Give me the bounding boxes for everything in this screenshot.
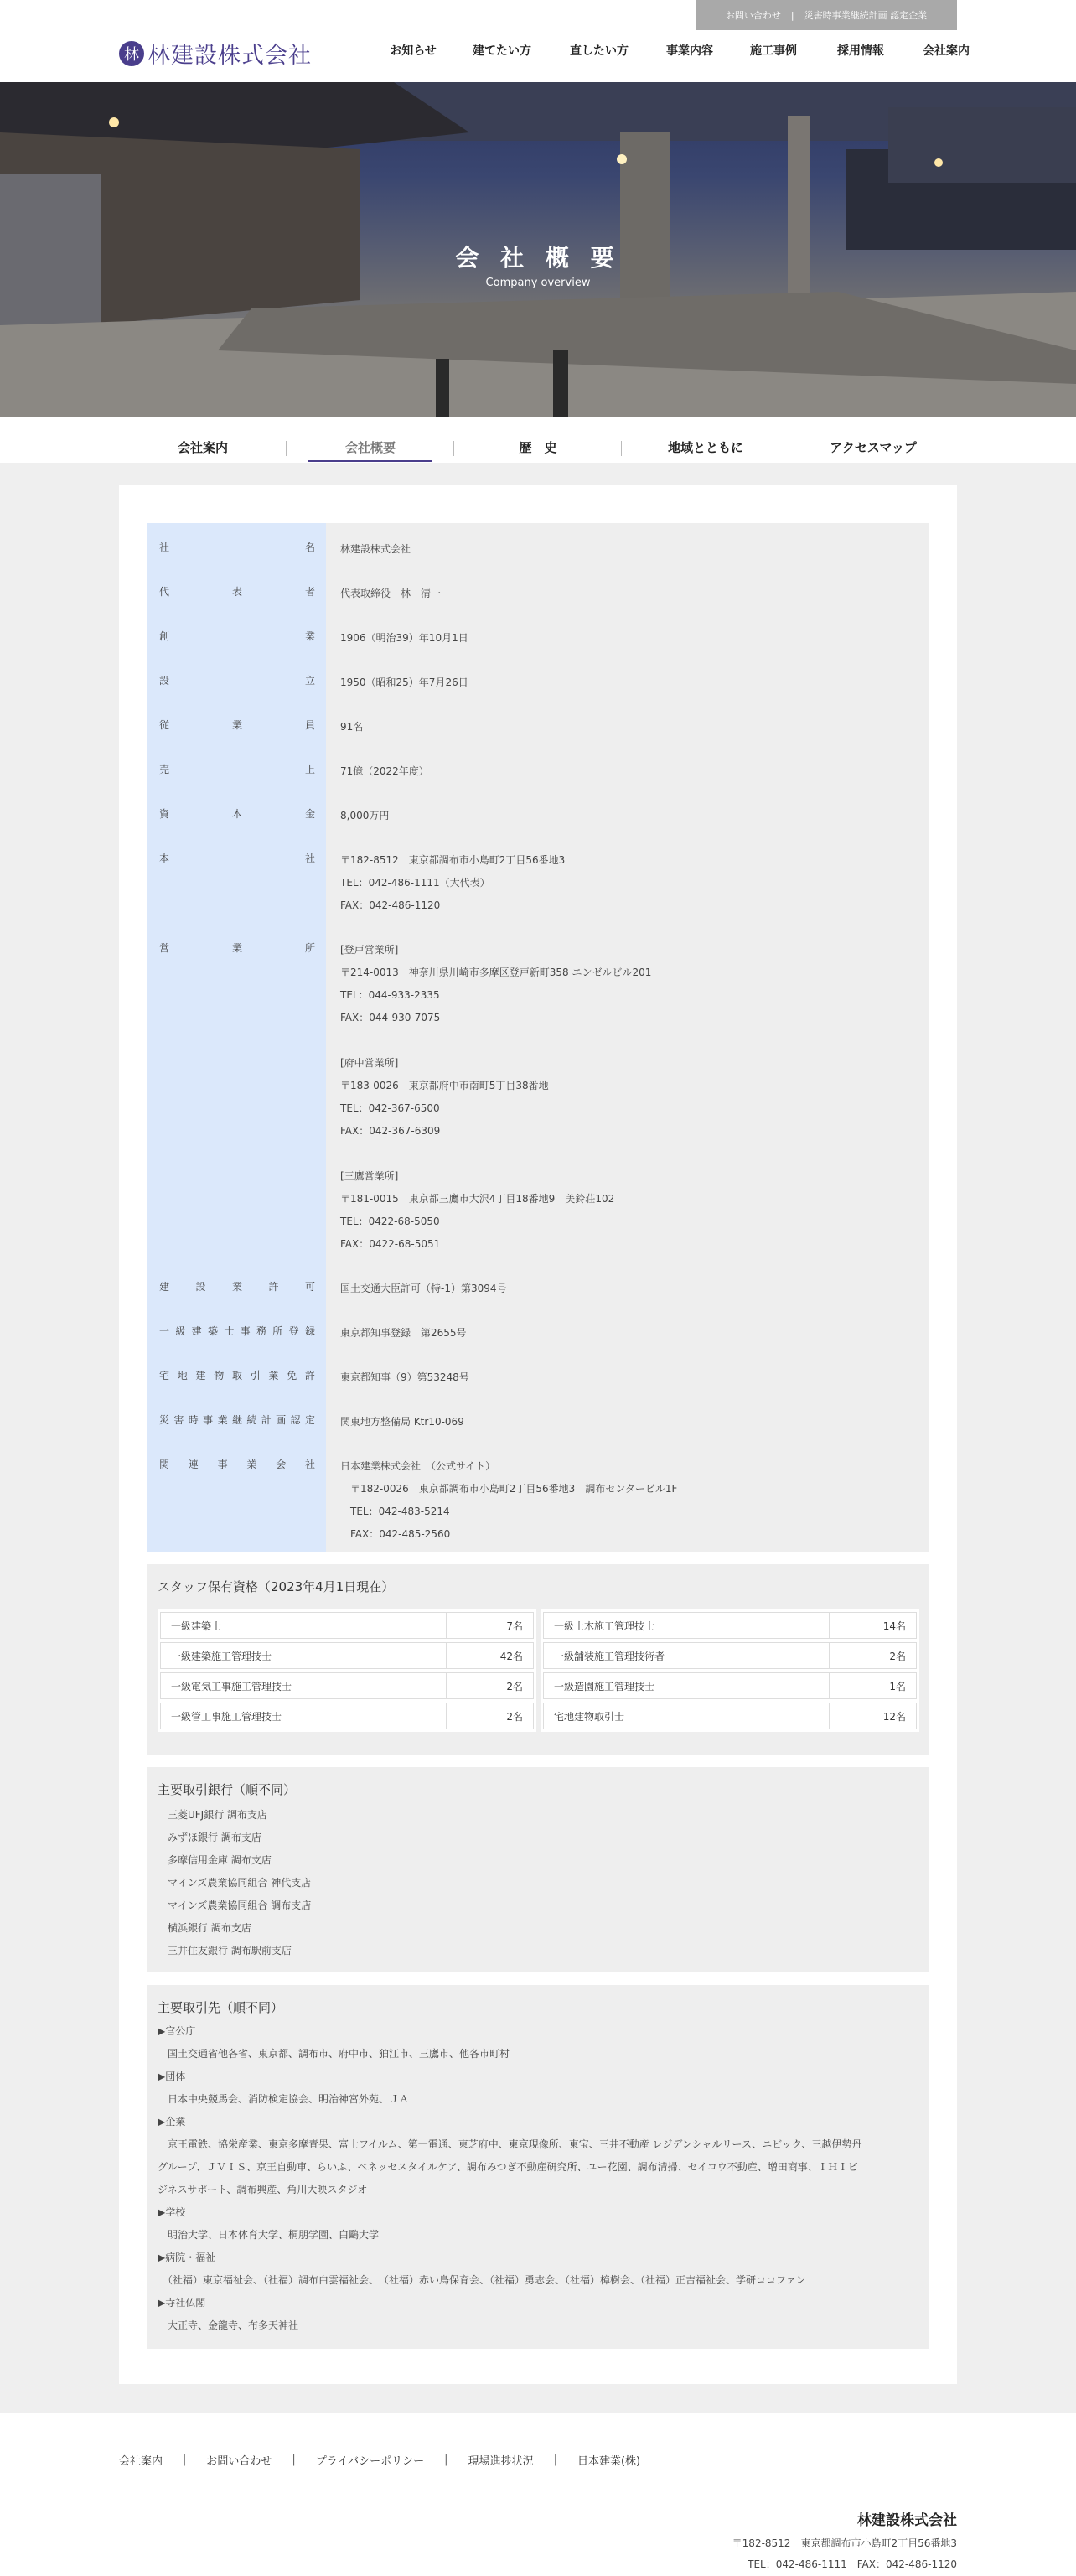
overview-value-line: TEL：042-483-5214 — [340, 1506, 450, 1517]
overview-value-line: 〒181-0015 東京都三鷹市大沢4丁目18番地9 美鈴荘102 — [340, 1193, 615, 1205]
overview-key-char: 員 — [304, 718, 315, 731]
overview-key-char: 続 — [246, 1413, 257, 1426]
bank-item: みずほ銀行 調布支店 — [168, 1832, 261, 1843]
overview-key — [159, 716, 315, 733]
overview-key-char: 級 — [175, 1324, 186, 1337]
footer-tel: TEL：042-486-1111 FAX：042-486-1120 — [748, 2558, 957, 2570]
overview-key-char: 名 — [304, 541, 315, 553]
overview-value-line: 代表取締役 林 清一 — [340, 588, 442, 599]
overview-key-char: 害 — [173, 1413, 184, 1426]
overview-key-char: 許 — [268, 1280, 279, 1293]
overview-value-line: TEL：042-367-6500 — [340, 1102, 440, 1114]
gnav-item-renovate[interactable]: 直したい方 — [570, 44, 629, 58]
bcp-link[interactable]: 災害時事業継続計画 認定企業 — [804, 10, 928, 21]
lnav-label: 会社概要 — [308, 440, 432, 462]
overview-key-char: 免 — [287, 1369, 297, 1381]
overview-value-line: [府中営業所] — [340, 1057, 399, 1069]
overview-key-char: 所 — [304, 941, 315, 954]
overview-key-char: 設 — [195, 1280, 206, 1293]
overview-value — [340, 716, 918, 739]
lnav-label: アクセスマップ — [830, 440, 917, 455]
overview-key — [159, 1366, 315, 1383]
footer-separator: | — [292, 2454, 296, 2466]
qualifications-table-right — [541, 1609, 919, 1732]
overview-key-char: 所 — [272, 1324, 283, 1337]
page-title: 会 社 概 要 — [455, 244, 621, 272]
overview-key-char: 登 — [288, 1324, 299, 1337]
overview-key-char: 宅 — [159, 1369, 170, 1381]
overview-key-char: 事 — [217, 1458, 228, 1470]
lnav-label: 地域とともに — [667, 440, 743, 455]
overview-key — [159, 939, 315, 956]
overview-value — [340, 1411, 918, 1433]
overview-value — [340, 627, 918, 650]
overview-key — [159, 849, 315, 866]
banks-list — [168, 1804, 311, 1962]
overview-value-line: FAX：042-367-6309 — [340, 1125, 441, 1137]
banks-box — [147, 1767, 929, 1972]
overview-value-line — [340, 1029, 918, 1052]
lnav-item-access[interactable] — [789, 433, 957, 463]
overview-key-char: 社 — [304, 1458, 315, 1470]
qualification-row — [160, 1612, 534, 1639]
bank-item: マインズ農業協同組合 調布支店 — [168, 1900, 312, 1911]
client-line: グループ、ＪＶＩＳ、京王自動車、らいふ、ベネッセスタイルケア、調布みつぎ不動産研究所、ユー花園、調布清掃、セイコウ不動産、増田商事、ＩＨＩビ — [158, 2161, 858, 2173]
contact-link[interactable]: お問い合わせ — [725, 10, 781, 21]
qualification-name: 一級舗装施工管理技術者 — [543, 1642, 830, 1669]
qualification-name: 一級土木施工管理技士 — [543, 1612, 830, 1639]
client-line: 国土交通省他各省、東京都、調布市、府中市、狛江市、三鷹市、他各市町村 — [158, 2048, 510, 2060]
qualification-count: 42名 — [447, 1642, 534, 1669]
overview-value — [340, 1366, 918, 1389]
qualification-count: 14名 — [830, 1612, 917, 1639]
overview-value-line: 東京都知事（9）第53248号 — [340, 1371, 469, 1383]
qualification-count: 12名 — [830, 1703, 917, 1729]
logo-mark-icon: 林 — [119, 41, 144, 66]
qualification-row — [160, 1703, 534, 1729]
overview-value-line: 1950（昭和25）年7月26日 — [340, 676, 468, 688]
client-line: ▶企業 — [158, 2116, 186, 2128]
qualification-name: 一級電気工事施工管理技士 — [160, 1672, 447, 1699]
overview-key-char: 災 — [159, 1413, 170, 1426]
overview-key — [159, 805, 315, 822]
logo-text: 林建設株式会社 — [147, 43, 312, 69]
overview-value — [340, 671, 918, 694]
gnav-item-build[interactable]: 建てたい方 — [473, 44, 531, 58]
overview-value-line: FAX：042-485-2560 — [340, 1528, 451, 1540]
global-nav — [373, 42, 986, 59]
overview-value-line: 91名 — [340, 721, 364, 733]
overview-value-line: 関東地方整備局 Ktr10-069 — [340, 1416, 464, 1428]
overview-value-line — [340, 1143, 918, 1165]
site-logo[interactable] — [119, 37, 312, 70]
overview-value-line: 〒182-0026 東京都調布市小島町2丁目56番地3 調布センタービル1F — [340, 1483, 678, 1495]
overview-value-line: FAX：044-930-7075 — [340, 1012, 441, 1024]
hero-image — [0, 82, 1076, 417]
overview-value-line: 日本建業株式会社 （公式サイト） — [340, 1460, 496, 1472]
lnav-item-history[interactable] — [454, 433, 622, 463]
overview-key-char: 時 — [188, 1413, 199, 1426]
qualification-name: 一級建築施工管理技士 — [160, 1642, 447, 1669]
gnav-item-company[interactable]: 会社案内 — [923, 44, 970, 58]
gnav-item-works[interactable]: 施工事例 — [750, 44, 797, 58]
overview-key — [159, 1455, 315, 1472]
qualification-name: 宅地建物取引士 — [543, 1703, 830, 1729]
overview-key-char: 業 — [304, 630, 315, 642]
overview-key-char: 売 — [159, 763, 170, 775]
overview-key-char: 表 — [231, 585, 242, 598]
overview-key-char: 本 — [231, 807, 242, 820]
overview-value — [340, 849, 918, 917]
page-subtitle: Company overview — [485, 277, 591, 289]
overview-key-char: 士 — [224, 1324, 235, 1337]
client-line: ▶官公庁 — [158, 2025, 196, 2037]
overview-key-char: 定 — [304, 1413, 315, 1426]
footer-nav — [119, 2452, 640, 2468]
overview-key-char: 許 — [304, 1369, 315, 1381]
qualification-count: 2名 — [447, 1703, 534, 1729]
footer-link-privacy[interactable]: プライバシーポリシー — [315, 2455, 425, 2468]
bank-item: 多摩信用金庫 調布支店 — [168, 1854, 272, 1866]
bank-item: マインズ農業協同組合 神代支店 — [168, 1877, 312, 1889]
overview-key-char: 地 — [177, 1369, 188, 1381]
footer-company-name: 林建設株式会社 — [857, 2512, 957, 2529]
qualification-count: 2名 — [830, 1642, 917, 1669]
overview-key-char: 社 — [304, 852, 315, 864]
overview-value-line: 〒183-0026 東京都府中市南町5丁目38番地 — [340, 1080, 549, 1091]
overview-key — [159, 671, 315, 688]
footer-link-progress[interactable]: 現場進捗状況 — [468, 2455, 534, 2468]
lnav-item-community[interactable] — [622, 433, 789, 463]
overview-value — [340, 939, 918, 1256]
overview-key-char: 業 — [231, 718, 242, 731]
overview-key-char: 金 — [304, 807, 315, 820]
overview-key-char: 本 — [159, 852, 170, 864]
overview-value — [340, 583, 918, 605]
qualification-row — [543, 1703, 917, 1729]
client-line: 大正寺、金龍寺、布多天神社 — [158, 2319, 299, 2331]
footer-link-contact[interactable]: お問い合わせ — [206, 2455, 272, 2468]
footer-separator: | — [553, 2454, 557, 2466]
overview-key-char: 社 — [159, 541, 170, 553]
overview-key-char: 物 — [214, 1369, 225, 1381]
qualification-count: 2名 — [447, 1672, 534, 1699]
qualification-count: 7名 — [447, 1612, 534, 1639]
overview-value — [340, 805, 918, 827]
qualification-row — [160, 1642, 534, 1669]
lnav-label: 歴 史 — [519, 440, 557, 455]
client-line: （社福）東京福祉会、（社福）調布白雲福祉会、 （社福）赤い鳥保育会、（社福）勇志会、（社福）樟樹会、（社福）正吉福祉会、学研ココファン — [158, 2274, 806, 2286]
overview-value-line: 〒214-0013 神奈川県川崎市多摩区登戸新町358 エンゼルビル201 — [340, 967, 652, 978]
overview-key-char: 築 — [207, 1324, 218, 1337]
gnav-item-recruit[interactable]: 採用情報 — [837, 44, 884, 58]
overview-value-line: FAX：042-486-1120 — [340, 899, 441, 911]
client-line: ▶寺社仏閣 — [158, 2297, 206, 2309]
client-line: 京王電鉄、協栄産業、東京多摩青果、富士フイルム、第一電通、東芝府中、東京現像所、東宝、三井不動産 レジデンシャルリース、ニビック、三越伊勢丹 — [158, 2138, 862, 2150]
overview-key-char: 継 — [231, 1413, 242, 1426]
footer-separator: | — [183, 2454, 187, 2466]
overview-key-char: 可 — [304, 1280, 315, 1293]
client-line: ▶病院・福祉 — [158, 2252, 216, 2263]
overview-key-char: 設 — [159, 674, 170, 687]
footer-link-company[interactable]: 会社案内 — [119, 2455, 163, 2468]
bank-item: 三菱UFJ銀行 調布支店 — [168, 1809, 268, 1821]
overview-key-char: 業 — [217, 1413, 228, 1426]
overview-key — [159, 1322, 315, 1339]
overview-key-char: 画 — [276, 1413, 287, 1426]
client-line: 日本中央競馬会、消防検定協会、明治神宮外苑、ＪＡ — [158, 2093, 410, 2105]
overview-key-char: 録 — [304, 1324, 315, 1337]
overview-value-line: FAX：0422-68-5051 — [340, 1238, 441, 1250]
lnav-item-overview[interactable] — [287, 433, 454, 463]
overview-value-line: 東京都知事登録 第2655号 — [340, 1327, 467, 1339]
footer-link-nihon-kengyo[interactable]: 日本建業(株) — [577, 2455, 641, 2468]
qualifications-table-left — [158, 1609, 536, 1732]
overview-key-char: 資 — [159, 807, 170, 820]
overview-key-char: 創 — [159, 630, 170, 642]
overview-key-char: 業 — [231, 1280, 242, 1293]
overview-key-char: 一 — [159, 1324, 170, 1337]
clients-title: 主要取引先（順不同） — [158, 2000, 284, 2015]
client-line: ▶学校 — [158, 2206, 186, 2218]
overview-key-char: 連 — [188, 1458, 199, 1470]
overview-key-char: 建 — [191, 1324, 202, 1337]
overview-value-line: TEL：044-933-2335 — [340, 989, 440, 1001]
clients-list — [158, 2020, 861, 2337]
overview-key-char: 建 — [159, 1280, 170, 1293]
overview-key-char: 代 — [159, 585, 170, 598]
bank-item: 三井住友銀行 調布駅前支店 — [168, 1945, 292, 1957]
overview-key-char: 業 — [231, 941, 242, 954]
lnav-label: 会社案内 — [177, 440, 228, 455]
gnav-item-business[interactable]: 事業内容 — [666, 44, 713, 58]
qualification-row — [543, 1612, 917, 1639]
bank-item: 横浜銀行 調布支店 — [168, 1922, 251, 1934]
overview-key — [159, 1278, 315, 1294]
overview-value-line: 〒182-8512 東京都調布市小島町2丁目56番地3 — [340, 854, 566, 866]
overview-key — [159, 627, 315, 644]
qualification-name: 一級造園施工管理技士 — [543, 1672, 830, 1699]
overview-key-char: 関 — [159, 1458, 170, 1470]
overview-key-char: 上 — [304, 763, 315, 775]
overview-key-char: 者 — [304, 585, 315, 598]
qualifications-title: スタッフ保有資格（2023年4月1日現在） — [158, 1579, 395, 1594]
overview-value — [340, 1278, 918, 1300]
overview-key-char: 引 — [250, 1369, 261, 1381]
overview-key-char: 会 — [276, 1458, 287, 1470]
footer-address: 〒182-8512 東京都調布市小島町2丁目56番地3 — [732, 2537, 957, 2549]
qualification-name: 一級建築士 — [160, 1612, 447, 1639]
overview-value-line: 1906（明治39）年10月1日 — [340, 632, 468, 644]
local-nav — [119, 433, 957, 463]
footer-company-info — [732, 2508, 957, 2571]
overview-key-char: 務 — [256, 1324, 266, 1337]
overview-value — [340, 760, 918, 783]
qualification-row — [160, 1672, 534, 1699]
overview-value-line: 71億（2022年度） — [340, 765, 429, 777]
client-line: ジネスサポート、調布興産、角川大映スタジオ — [158, 2184, 368, 2195]
overview-key — [159, 583, 315, 599]
overview-value — [340, 1322, 918, 1345]
overview-value — [340, 538, 918, 561]
qualification-row — [543, 1672, 917, 1699]
overview-key-char: 建 — [195, 1369, 206, 1381]
footer-separator: | — [444, 2454, 448, 2466]
overview-key-char: 計 — [261, 1413, 272, 1426]
overview-key-char: 認 — [290, 1413, 301, 1426]
overview-value-line: 国土交通大臣許可（特-1）第3094号 — [340, 1283, 507, 1294]
overview-value-line: TEL：042-486-1111（大代表） — [340, 877, 490, 889]
overview-key-char: 業 — [246, 1458, 257, 1470]
qualification-row — [543, 1642, 917, 1669]
overview-key-char: 業 — [268, 1369, 279, 1381]
overview-value — [340, 1455, 918, 1546]
clients-box — [147, 1985, 929, 2349]
gnav-item-news[interactable]: お知らせ — [390, 44, 437, 58]
qualification-name: 一級管工事施工管理技士 — [160, 1703, 447, 1729]
overview-value-line: [登戸営業所] — [340, 944, 399, 956]
utility-separator: | — [790, 9, 794, 21]
overview-key-char: 事 — [203, 1413, 214, 1426]
overview-value-line: TEL：0422-68-5050 — [340, 1215, 440, 1227]
overview-key-char: 立 — [304, 674, 315, 687]
overview-value-line: 8,000万円 — [340, 810, 390, 822]
qualifications-box — [147, 1564, 929, 1755]
lnav-item-company[interactable] — [119, 433, 287, 463]
banks-title: 主要取引銀行（順不同） — [158, 1782, 297, 1797]
overview-key — [159, 1411, 315, 1428]
overview-value-line: 林建設株式会社 — [340, 543, 411, 555]
overview-key-char: 取 — [231, 1369, 242, 1381]
utility-bar — [696, 0, 957, 30]
qualification-count: 1名 — [830, 1672, 917, 1699]
overview-table — [147, 523, 929, 1552]
overview-key-char: 事 — [240, 1324, 251, 1337]
client-line: ▶団体 — [158, 2071, 186, 2082]
client-line: 明治大学、日本体育大学、桐朋学園、白鷗大学 — [158, 2229, 380, 2241]
overview-key-char: 従 — [159, 718, 170, 731]
overview-key — [159, 760, 315, 777]
overview-value-line: [三鷹営業所] — [340, 1170, 399, 1182]
overview-key — [159, 538, 315, 555]
overview-key-char: 営 — [159, 941, 170, 954]
